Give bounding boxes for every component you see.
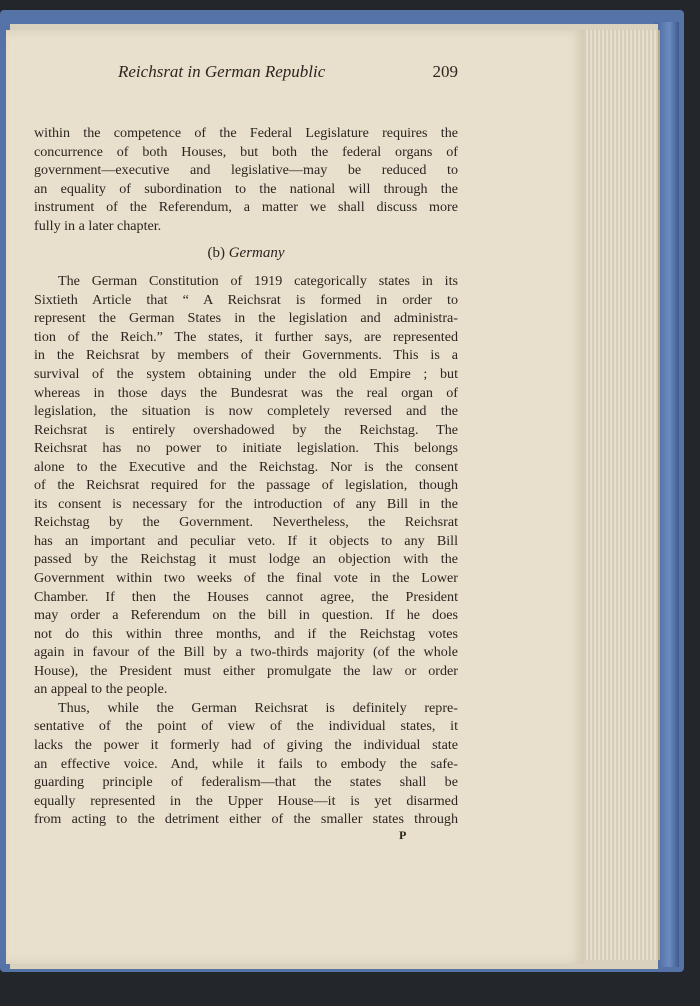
section-heading [34, 244, 458, 266]
text-line: again in favour of the Bill by a two-thirds majority (of the whole [34, 644, 458, 661]
text-line: lacks the power it formerly had of giving the individual state [34, 736, 458, 753]
text-line: from acting to the detriment either of the smaller states through [34, 811, 458, 828]
text-line: has an important and peculiar veto. If it objects to any Bill [34, 532, 458, 549]
page-fore-edge [582, 30, 660, 960]
text-line: within the competence of the Federal Legislature requires the [34, 125, 458, 141]
text-line: its consent is necessary for the introduction of any Bill in the [34, 495, 458, 512]
text-line: Reichsrat is entirely overshadowed by the Reichstag. The [34, 421, 458, 438]
running-title: Reichsrat in German Republic [118, 62, 326, 81]
text-line: alone to the Executive and the Reichstag. Nor is the consent [34, 458, 458, 475]
page-header [118, 62, 458, 86]
paragraph-continued [34, 124, 458, 235]
text-line: passed by the Reichstag it must lodge an objection with the [34, 551, 458, 568]
text-line: sentative of the point of view of the individual states, it [34, 718, 458, 735]
text-line: Sixtieth Article that “ A Reichsrat is formed in order to [34, 291, 458, 308]
section-label: (b) [207, 245, 225, 262]
text-line: whereas in those days the Bundesrat was the real organ of [34, 384, 458, 401]
text-line: Reichsrat has no power to initiate legislation. This belongs [34, 440, 458, 457]
text-line: instrument of the Referendum, a matter we shall discuss more [34, 199, 458, 216]
section-title: Germany [228, 245, 285, 262]
text-line: not do this within three months, and if the Reichstag votes [34, 625, 458, 642]
text-line: an equality of subordination to the national will through the [34, 180, 458, 197]
text-line: tion of the Reich.” The states, it further says, are represented [34, 328, 458, 345]
text-line: an appeal to the people. [34, 681, 168, 698]
text-line: Government within two weeks of the final vote in the Lower [34, 570, 458, 587]
paragraph [34, 272, 458, 699]
text-line: of the Reichsrat required for the passage of legislation, though [34, 477, 458, 494]
text-line: concurrence of both Houses, but both the federal organs of [34, 143, 458, 160]
text-line: in the Reichsrat by members of their Governments. This is a [34, 347, 458, 364]
text-line: fully in a later chapter. [34, 217, 162, 234]
text-line: Chamber. If then the Houses cannot agree, the President [34, 588, 458, 605]
text-line: guarding principle of federalism—that the states shall be [34, 774, 458, 791]
text-line: represent the German States in the legislation and administra- [34, 310, 458, 327]
paragraph [34, 699, 458, 829]
text-line: may order a Referendum on the bill in question. If he does [34, 607, 458, 624]
text-line: equally represented in the Upper House—it is yet disarmed [34, 792, 458, 809]
text-line: House), the President must either promulgate the law or order [34, 662, 458, 679]
text-line: Reichstag by the Government. Nevertheless, the Reichsrat [34, 514, 458, 531]
text-line: an effective voice. And, while it fails to embody the safe- [34, 755, 458, 772]
text-line: Thus, while the German Reichsrat is definitely repre- [58, 699, 458, 716]
text-line: government—executive and legislative—may be reduced to [34, 162, 458, 179]
text-line: The German Constitution of 1919 categorically states in its [58, 273, 458, 290]
text-line: legislation, the situation is now completely reversed and the [34, 403, 458, 420]
body-text [34, 124, 458, 829]
signature-mark: P [399, 828, 407, 842]
page-number: 209 [432, 62, 458, 81]
text-line: survival of the system obtaining under the old Empire ; but [34, 366, 458, 383]
